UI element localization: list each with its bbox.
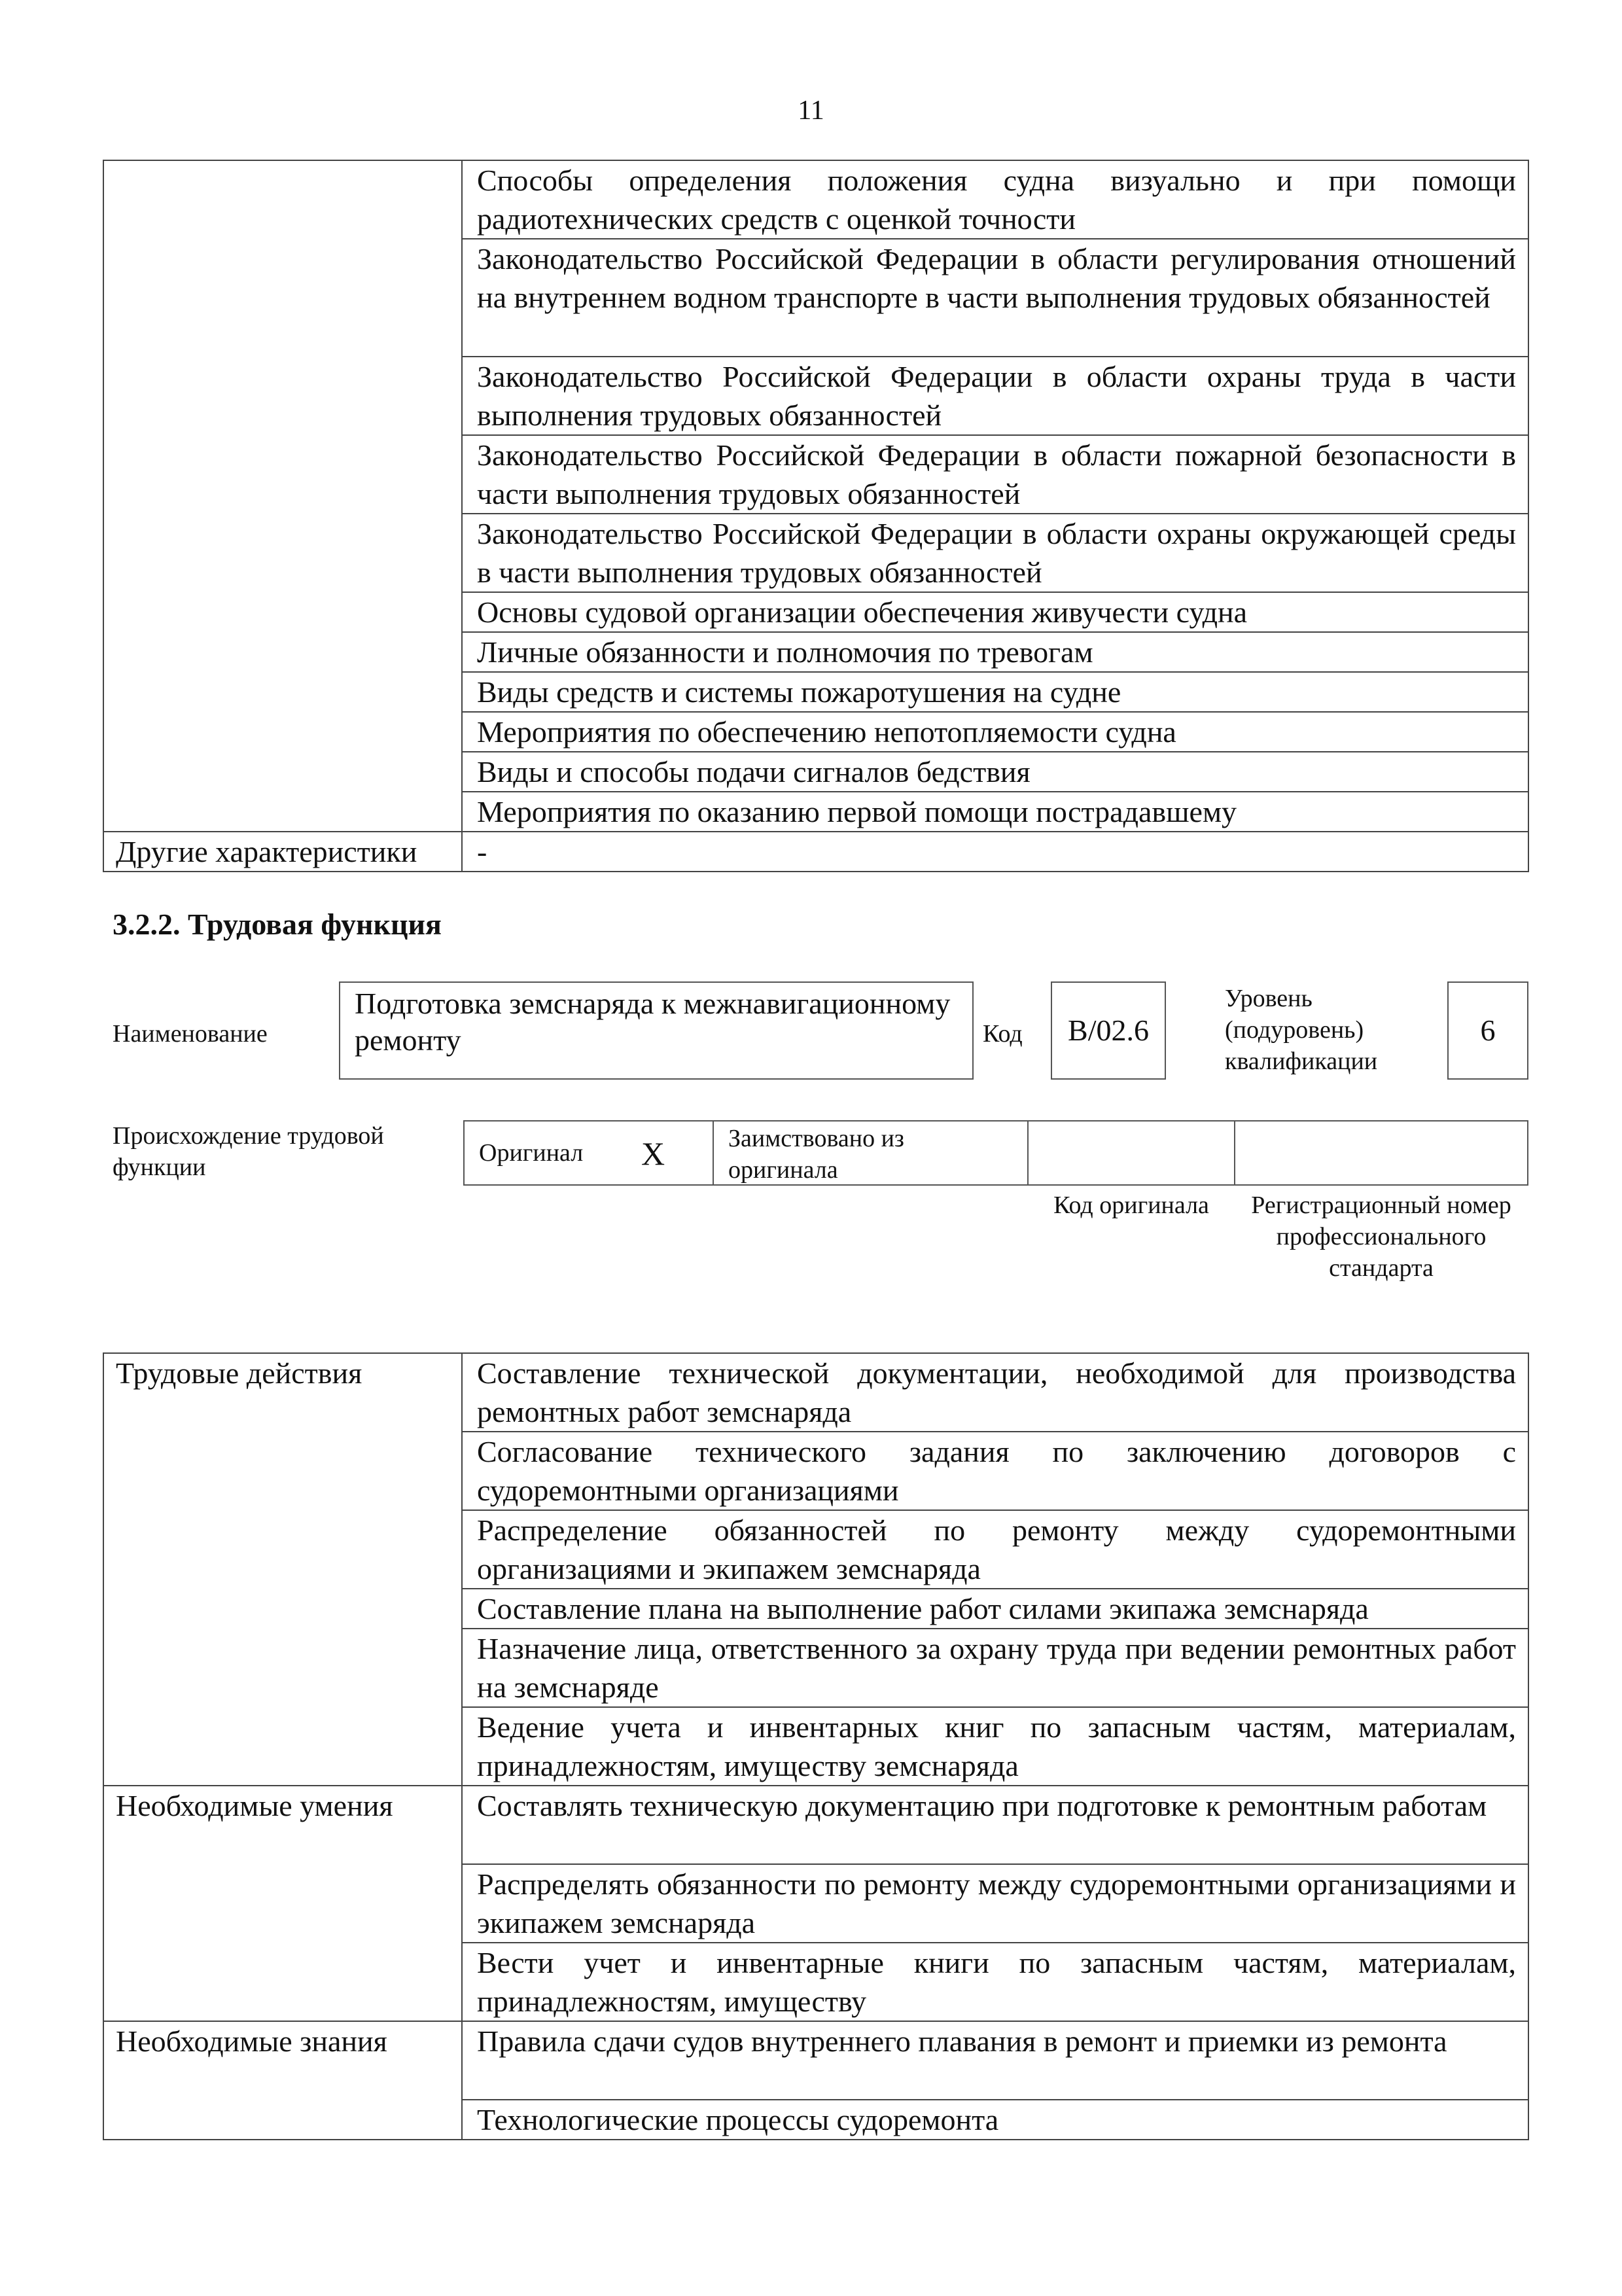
- skill-item: Распределять обязанности по ремонту между судоремонтными организациями и экипажем земснаряда: [462, 1864, 1528, 1943]
- original-code-caption: Код оригинала: [1053, 1192, 1209, 1219]
- knowledge-item: Правила сдачи судов внутреннего плавания в ремонт и приемки из ремонта: [462, 2021, 1528, 2100]
- actions-label: Трудовые действия: [103, 1353, 462, 1786]
- knowledge-item: Мероприятия по оказанию первой помощи пострадавшему: [462, 792, 1528, 832]
- level-value-box: 6: [1447, 981, 1528, 1080]
- registration-number-cell: [1234, 1120, 1528, 1186]
- knowledge-item: Законодательство Российской Федерации в области охраны труда в части выполнения трудовых обязанностей: [462, 357, 1528, 435]
- knowledge-item: Основы судовой организации обеспечения живучести судна: [462, 592, 1528, 632]
- code-value-box: B/02.6: [1051, 981, 1166, 1080]
- knowledge-table-continued: [103, 160, 1529, 872]
- skill-item: Составлять техническую документацию при подготовке к ремонтным работам: [462, 1786, 1528, 1864]
- skills-label: Необходимые умения: [103, 1786, 462, 2021]
- level-label: Уровень (подуровень) квалификации: [1225, 985, 1378, 1075]
- action-item: Назначение лица, ответственного за охрану труда при ведении ремонтных работ на земснаряде: [462, 1629, 1528, 1707]
- code-label: Код: [983, 1020, 1023, 1048]
- page-number: 11: [798, 96, 824, 126]
- function-name-box: Подготовка земснаряда к межнавигационному ремонту: [339, 981, 974, 1080]
- knowledge-item: Законодательство Российской Федерации в области охраны окружающей среды в части выполнения трудовых обязанностей: [462, 514, 1528, 592]
- knowledge-item: Законодательство Российской Федерации в области регулирования отношений на внутреннем водном транспорте в части выполнения трудовых обязанностей: [462, 239, 1528, 357]
- action-item: Составление плана на выполнение работ силами экипажа земснаряда: [462, 1589, 1528, 1629]
- original-cell: [463, 1120, 714, 1186]
- borrowed-cell: Заимствовано из оригинала: [713, 1120, 1029, 1186]
- origin-label: Происхождение трудовой функции: [113, 1122, 384, 1181]
- empty-label-cell: [103, 160, 462, 832]
- knowledge-item: Способы определения положения судна визуально и при помощи радиотехнических средств с оценкой точности: [462, 160, 1528, 239]
- function-details-table: [103, 1352, 1529, 2140]
- section-title: 3.2.2. Трудовая функция: [113, 908, 442, 941]
- knowledge-item: Законодательство Российской Федерации в области пожарной безопасности в части выполнения трудовых обязанностей: [462, 435, 1528, 514]
- action-item: Составление технической документации, необходимой для производства ремонтных работ земснаряда: [462, 1353, 1528, 1432]
- knowledge-item: Личные обязанности и полномочия по тревогам: [462, 632, 1528, 672]
- skill-item: Вести учет и инвентарные книги по запасным частям, материалам, принадлежностям, имуществу: [462, 1943, 1528, 2021]
- action-item: Ведение учета и инвентарных книг по запасным частям, материалам, принадлежностям, имуществу земснаряда: [462, 1707, 1528, 1786]
- name-label: Наименование: [113, 1020, 268, 1048]
- action-item: Согласование технического задания по заключению договоров с судоремонтными организациями: [462, 1432, 1528, 1510]
- other-characteristics-value: -: [462, 832, 1528, 872]
- knowledge-label: Необходимые знания: [103, 2021, 462, 2140]
- knowledge-item: Виды средств и системы пожаротушения на судне: [462, 672, 1528, 712]
- knowledge-item: Виды и способы подачи сигналов бедствия: [462, 752, 1528, 792]
- original-code-cell: [1027, 1120, 1235, 1186]
- knowledge-item: Технологические процессы судоремонта: [462, 2100, 1528, 2140]
- registration-number-caption: Регистрационный номер профессионального стандарта: [1251, 1192, 1511, 1282]
- knowledge-item: Мероприятия по обеспечению непотопляемости судна: [462, 712, 1528, 752]
- other-characteristics-label: Другие характеристики: [103, 832, 462, 872]
- action-item: Распределение обязанностей по ремонту между судоремонтными организациями и экипажем земснаряда: [462, 1510, 1528, 1589]
- original-mark: X: [641, 1135, 665, 1172]
- original-label: Оригинал: [479, 1139, 584, 1167]
